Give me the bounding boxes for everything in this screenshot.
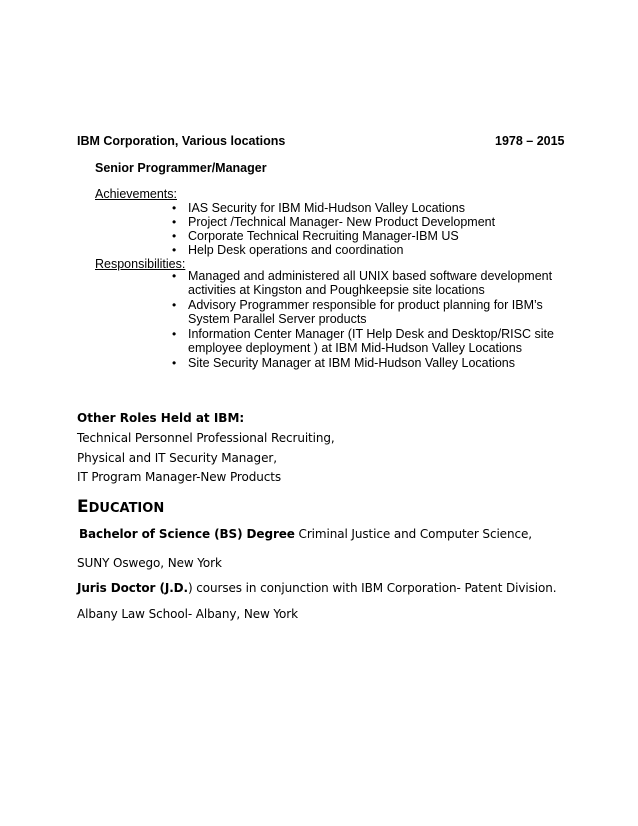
bs-degree: Bachelor of Science (BS) Degree bbox=[79, 527, 295, 541]
list-item: • Information Center Manager (IT Help Desk and Desktop/RISC site employee deployment ) at IBM Mid-Hudson Valley Locations bbox=[172, 327, 554, 355]
list-item: • IAS Security for IBM Mid-Hudson Valley Locations bbox=[172, 201, 465, 215]
responsibilities-list bbox=[172, 269, 562, 370]
company-heading: IBM Corporation, Various locations bbox=[77, 134, 286, 148]
list-item: • Corporate Technical Recruiting Manager-IBM US bbox=[172, 229, 459, 243]
other-role-item: IT Program Manager-New Products bbox=[77, 470, 281, 484]
achievements-list bbox=[172, 201, 572, 257]
list-item: • Help Desk operations and coordination bbox=[172, 243, 404, 257]
list-item: • Site Security Manager at IBM Mid-Hudson Valley Locations bbox=[172, 356, 516, 370]
bs-degree-line bbox=[79, 527, 532, 541]
list-item: • Project /Technical Manager- New Product Development bbox=[172, 215, 496, 229]
jd-detail: ) courses in conjunction with IBM Corporation- Patent Division. bbox=[187, 581, 557, 595]
jd-degree: Juris Doctor (J.D. bbox=[77, 581, 188, 595]
other-role-item: Technical Personnel Professional Recruiting, bbox=[77, 431, 335, 445]
achievements-label: Achievements: bbox=[95, 187, 177, 201]
bs-school: SUNY Oswego, New York bbox=[77, 556, 222, 570]
list-item: • Advisory Programmer responsible for product planning for IBM’s System Parallel Server products bbox=[172, 298, 543, 326]
jd-school: Albany Law School- Albany, New York bbox=[77, 607, 298, 621]
responsibilities-label: Responsibilities: bbox=[95, 257, 186, 271]
bs-field: Criminal Justice and Computer Science, bbox=[294, 527, 532, 541]
other-role-item: Physical and IT Security Manager, bbox=[77, 451, 277, 465]
job-title: Senior Programmer/Manager bbox=[95, 161, 267, 175]
education-heading: EDUCATION bbox=[77, 497, 165, 517]
other-roles-heading: Other Roles Held at IBM: bbox=[77, 411, 245, 425]
job-dates: 1978 – 2015 bbox=[495, 134, 565, 148]
list-item: • Managed and administered all UNIX based software development activities at Kingston and Poughkeepsie site locations bbox=[172, 269, 553, 297]
jd-degree-line bbox=[77, 581, 556, 595]
